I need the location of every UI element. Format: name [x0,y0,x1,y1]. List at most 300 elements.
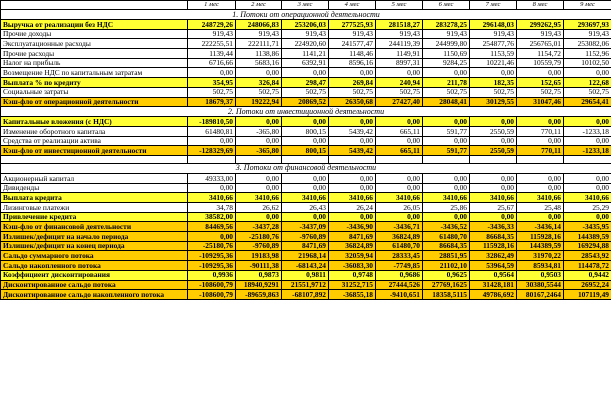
value-cell: 38582,00 [188,212,236,222]
value-cell: -3436,33 [470,222,517,232]
value-cell: -365,80 [236,126,282,136]
value-cell: 269,84 [329,78,376,88]
value-cell: 591,77 [423,126,470,136]
value-cell: 0,00 [470,183,517,193]
value-cell: 18679,37 [188,97,236,107]
value-cell: 800,15 [282,126,329,136]
value-cell: 27444,526 [376,280,423,290]
row-label: Прочие расходы [1,49,188,59]
value-cell: 0,9936 [188,270,236,280]
table-row [1,68,611,78]
value-cell: 32059,94 [329,251,376,261]
header-corner [1,1,188,10]
table-row [1,87,611,97]
value-cell: 502,75 [376,87,423,97]
value-cell: 8596,16 [329,58,376,68]
value-cell: -3437,28 [236,222,282,232]
value-cell: 0,00 [564,173,611,183]
value-cell: -189810,50 [188,117,236,127]
value-cell: 0,00 [376,117,423,127]
value-cell: 3410,66 [423,193,470,203]
value-cell: 248729,26 [188,20,236,30]
value-cell: 0,00 [376,136,423,146]
value-cell: 26952,24 [564,280,611,290]
value-cell: 31428,181 [470,280,517,290]
value-cell: 0,00 [236,68,282,78]
value-cell: 0,00 [423,68,470,78]
value-cell: 919,43 [517,29,564,39]
table-row [1,212,611,222]
value-cell: 0,00 [470,212,517,222]
value-cell: 0,00 [470,173,517,183]
row-label: Социальные затраты [1,87,188,97]
value-cell: 0,00 [188,136,236,146]
value-cell: 241577,47 [329,39,376,49]
row-label: Прочие доходы [1,29,188,39]
value-cell: 919,43 [236,29,282,39]
value-cell: 502,75 [236,87,282,97]
value-cell: 224920,60 [282,39,329,49]
value-cell: 3410,66 [236,193,282,203]
value-cell: 27427,40 [376,97,423,107]
value-cell: 114478,72 [564,261,611,271]
value-cell: 919,43 [188,29,236,39]
empty-cell [423,155,470,163]
row-label: Средства от реализации актива [1,136,188,146]
value-cell: 0,00 [282,212,329,222]
value-cell: 0,00 [470,117,517,127]
value-cell: -68143,24 [282,261,329,271]
spacer-row [1,155,611,163]
table-row [1,97,611,107]
row-label: Излишек/дефицит на конец периода [1,241,188,251]
value-cell: 18940,9291 [236,280,282,290]
row-label: Сальдо суммарного потока [1,251,188,261]
value-cell: 502,75 [564,87,611,97]
value-cell: 0,9748 [329,270,376,280]
value-cell: 0,00 [236,212,282,222]
value-cell: 8997,31 [376,58,423,68]
value-cell: 32862,49 [470,251,517,261]
value-cell: 253206,03 [282,20,329,30]
value-cell: 5439,42 [329,126,376,136]
value-cell: 0,00 [282,136,329,146]
value-cell: 253082,06 [564,39,611,49]
value-cell: 0,9442 [564,270,611,280]
value-cell: -9760,89 [236,241,282,251]
value-cell: 8471,69 [282,241,329,251]
month-header: 5 мес [376,1,423,10]
value-cell: 0,00 [188,183,236,193]
value-cell: 0,00 [188,232,236,242]
value-cell: 354,95 [188,78,236,88]
value-cell: -36855,18 [329,290,376,300]
value-cell: 26350,68 [329,97,376,107]
value-cell: 0,00 [564,183,611,193]
value-cell: -25180,76 [236,232,282,242]
row-label: Выплата % по кредиту [1,78,188,88]
row-label: Кэш-фло от финансовой деятельности [1,222,188,232]
value-cell: 28048,41 [423,97,470,107]
value-cell: -36083,30 [329,261,376,271]
value-cell: 6716,66 [188,58,236,68]
table-row [1,39,611,49]
value-cell: 0,00 [282,173,329,183]
row-label: Выручка от реализации без НДС [1,20,188,30]
value-cell: 919,43 [564,29,611,39]
value-cell: 277525,93 [329,20,376,30]
table-row [1,251,611,261]
value-cell: 10559,79 [517,58,564,68]
value-cell: 0,9873 [236,270,282,280]
value-cell: 0,00 [517,212,564,222]
value-cell: 0,00 [517,183,564,193]
row-label: Привлечение кредита [1,212,188,222]
row-label: Излишек/дефицит на начало периода [1,232,188,242]
row-label: Выплата кредита [1,193,188,203]
row-label: Налог на прибыль [1,58,188,68]
empty-cell [1,155,188,163]
table-row [1,146,611,156]
value-cell: 84469,56 [188,222,236,232]
value-cell: 0,00 [564,136,611,146]
value-cell: 0,00 [423,173,470,183]
table-row [1,270,611,280]
value-cell: 36824,89 [329,241,376,251]
table-row [1,173,611,183]
month-header: 7 мес [470,1,517,10]
empty-cell [376,155,423,163]
value-cell: 28543,92 [564,251,611,261]
value-cell: 240,94 [376,78,423,88]
value-cell: 0,00 [236,136,282,146]
value-cell: -3437,09 [282,222,329,232]
value-cell: 1153,59 [470,49,517,59]
value-cell: 25,67 [470,203,517,213]
value-cell: 31047,46 [517,97,564,107]
value-cell: 502,75 [423,87,470,97]
value-cell: -108600,79 [188,290,236,300]
value-cell: -7749,85 [376,261,423,271]
value-cell: 122,68 [564,78,611,88]
section-title: 2. Потоки от инвестиционной деятельности [1,107,611,117]
value-cell: 80167,2464 [517,290,564,300]
value-cell: 6392,91 [282,58,329,68]
value-cell: -3436,52 [423,222,470,232]
value-cell: 86684,35 [423,241,470,251]
value-cell: -3436,14 [517,222,564,232]
value-cell: 1141,21 [282,49,329,59]
value-cell: 0,00 [517,173,564,183]
value-cell: -90111,38 [236,261,282,271]
table-row [1,280,611,290]
empty-cell [329,155,376,163]
value-cell: 18358,5115 [423,290,470,300]
value-cell: -3436,71 [376,222,423,232]
value-cell: 0,00 [329,117,376,127]
value-cell: 2550,59 [470,146,517,156]
value-cell: 19222,94 [236,97,282,107]
empty-cell [282,155,329,163]
row-label: Кэш-фло от инвестиционной деятельности [1,146,188,156]
value-cell: 26,05 [376,203,423,213]
value-cell: 0,00 [470,136,517,146]
value-cell: 800,15 [282,146,329,156]
value-cell: 0,9686 [376,270,423,280]
header-row [1,1,611,10]
value-cell: 0,00 [282,68,329,78]
month-header: 4 мес [329,1,376,10]
value-cell: 31252,715 [329,280,376,290]
table-row [1,20,611,30]
value-cell: 152,65 [517,78,564,88]
value-cell: 0,00 [282,117,329,127]
value-cell: 26,43 [282,203,329,213]
value-cell: 31970,22 [517,251,564,261]
value-cell: 1138,86 [236,49,282,59]
row-label: Капитальные вложения (с НДС) [1,117,188,127]
value-cell: 28333,45 [376,251,423,261]
value-cell: 182,35 [470,78,517,88]
table-row [1,232,611,242]
value-cell: 770,11 [517,146,564,156]
row-label: Возмещение НДС по капитальным затратам [1,68,188,78]
value-cell: 248066,83 [236,20,282,30]
value-cell: -108600,79 [188,280,236,290]
value-cell: 222111,71 [236,39,282,49]
value-cell: 0,9503 [517,270,564,280]
value-cell: 0,00 [282,183,329,193]
value-cell: 27769,1625 [423,280,470,290]
value-cell: 3410,66 [564,193,611,203]
value-cell: 502,75 [188,87,236,97]
value-cell: -128329,69 [188,146,236,156]
value-cell: 85934,81 [517,261,564,271]
empty-cell [188,155,236,163]
value-cell: 1139,44 [188,49,236,59]
value-cell: -25180,76 [188,241,236,251]
value-cell: 25,86 [423,203,470,213]
value-cell: 0,00 [376,212,423,222]
empty-cell [470,155,517,163]
value-cell: 1149,91 [376,49,423,59]
table-row [1,193,611,203]
value-cell: 0,00 [517,117,564,127]
value-cell: 0,00 [376,183,423,193]
month-header: 1 мес [188,1,236,10]
value-cell: 21551,9712 [282,280,329,290]
value-cell: 0,00 [236,117,282,127]
value-cell: 3410,66 [517,193,564,203]
value-cell: 29654,41 [564,97,611,107]
value-cell: 0,00 [517,136,564,146]
value-cell: 9284,25 [423,58,470,68]
table-row [1,183,611,193]
table-row [1,136,611,146]
month-header: 9 мес [564,1,611,10]
value-cell: -365,80 [236,146,282,156]
value-cell: 502,75 [282,87,329,97]
value-cell: 3410,66 [282,193,329,203]
section-title: 1. Потоки от операционной деятельности [1,10,611,20]
value-cell: 1148,46 [329,49,376,59]
value-cell: 326,84 [236,78,282,88]
value-cell: 8471,69 [329,232,376,242]
row-label: Коэффициент дисконтирования [1,270,188,280]
value-cell: 53964,59 [470,261,517,271]
value-cell: 30129,55 [470,97,517,107]
value-cell: 26,24 [329,203,376,213]
value-cell: 25,48 [517,203,564,213]
value-cell: 919,43 [282,29,329,39]
value-cell: 770,11 [517,126,564,136]
value-cell: 49786,692 [470,290,517,300]
value-cell: 1152,96 [564,49,611,59]
value-cell: 591,77 [423,146,470,156]
value-cell: 61480,70 [376,241,423,251]
value-cell: 144389,59 [564,232,611,242]
value-cell: 244119,39 [376,39,423,49]
value-cell: 19183,98 [236,251,282,261]
value-cell: 169294,88 [564,241,611,251]
value-cell: 144389,59 [517,241,564,251]
value-cell: -3436,90 [329,222,376,232]
table-row [1,222,611,232]
value-cell: 0,00 [376,173,423,183]
value-cell: 299262,95 [517,20,564,30]
value-cell: 0,9811 [282,270,329,280]
value-cell: 3410,66 [188,193,236,203]
value-cell: 256765,01 [517,39,564,49]
value-cell: -109295,36 [188,261,236,271]
value-cell: -89659,863 [236,290,282,300]
value-cell: 0,00 [564,117,611,127]
table-row [1,29,611,39]
value-cell: 2550,59 [470,126,517,136]
empty-cell [564,155,611,163]
value-cell: 115928,16 [470,241,517,251]
table-row [1,49,611,59]
value-cell: 28851,95 [423,251,470,261]
month-header: 8 мес [517,1,564,10]
value-cell: 5683,16 [236,58,282,68]
value-cell: 3410,66 [470,193,517,203]
value-cell: 107119,49 [564,290,611,300]
value-cell: 10221,46 [470,58,517,68]
value-cell: 36824,89 [376,232,423,242]
value-cell: 61480,70 [423,232,470,242]
value-cell: 0,00 [329,136,376,146]
value-cell: 0,9625 [423,270,470,280]
value-cell: 0,00 [564,68,611,78]
value-cell: 244999,80 [423,39,470,49]
value-cell: 115928,16 [517,232,564,242]
value-cell: 0,00 [470,68,517,78]
value-cell: 502,75 [329,87,376,97]
value-cell: 665,11 [376,126,423,136]
value-cell: 0,00 [423,136,470,146]
row-label: Сальдо накопленного потока [1,261,188,271]
value-cell: 298,47 [282,78,329,88]
table-row [1,58,611,68]
value-cell: 0,00 [564,212,611,222]
table-row [1,261,611,271]
table-row [1,203,611,213]
value-cell: -1233,18 [564,146,611,156]
section-title-row [1,107,611,117]
value-cell: -3435,95 [564,222,611,232]
table-row [1,78,611,88]
value-cell: 3410,66 [376,193,423,203]
row-label: Дивиденды [1,183,188,193]
value-cell: -68107,892 [282,290,329,300]
month-header: 2 мес [236,1,282,10]
value-cell: 30380,5544 [517,280,564,290]
value-cell: 10102,50 [564,58,611,68]
value-cell: 293697,93 [564,20,611,30]
value-cell: 86684,35 [470,232,517,242]
row-label: Дисконтированное сальдо потока [1,280,188,290]
value-cell: -109295,36 [188,251,236,261]
value-cell: 1154,72 [517,49,564,59]
value-cell: 0,00 [517,68,564,78]
value-cell: 502,75 [470,87,517,97]
section-title: 3. Потоки от финансовой деятельности [1,163,611,173]
value-cell: 281518,27 [376,20,423,30]
value-cell: 919,43 [423,29,470,39]
value-cell: 0,00 [329,183,376,193]
value-cell: 0,00 [329,173,376,183]
value-cell: 0,00 [423,117,470,127]
value-cell: 222255,51 [188,39,236,49]
value-cell: 21102,10 [423,261,470,271]
value-cell: 34,78 [188,203,236,213]
row-label: Изменение оборотного капитала [1,126,188,136]
table-row [1,241,611,251]
value-cell: 919,43 [470,29,517,39]
value-cell: 26,62 [236,203,282,213]
value-cell: 1150,69 [423,49,470,59]
value-cell: 296148,03 [470,20,517,30]
row-label: Лизинговые платежи [1,203,188,213]
value-cell: 0,00 [423,212,470,222]
value-cell: 5439,42 [329,146,376,156]
value-cell: 20869,52 [282,97,329,107]
row-label: Кэш-фло от операционной деятельности [1,97,188,107]
row-label: Акционерный капитал [1,173,188,183]
value-cell: 0,00 [423,183,470,193]
value-cell: 502,75 [517,87,564,97]
value-cell: -9760,89 [282,232,329,242]
value-cell: 49333,00 [188,173,236,183]
value-cell: 254877,76 [470,39,517,49]
section-title-row [1,163,611,173]
value-cell: 0,00 [329,212,376,222]
table-row [1,290,611,300]
value-cell: -1233,18 [564,126,611,136]
value-cell: 21968,14 [282,251,329,261]
value-cell: 3410,66 [329,193,376,203]
value-cell: 0,00 [188,68,236,78]
month-header: 6 мес [423,1,470,10]
value-cell: 665,11 [376,146,423,156]
value-cell: 61480,81 [188,126,236,136]
value-cell: 0,00 [329,68,376,78]
value-cell: 25,29 [564,203,611,213]
value-cell: 0,00 [376,68,423,78]
value-cell: -9410,651 [376,290,423,300]
value-cell: 0,9564 [470,270,517,280]
